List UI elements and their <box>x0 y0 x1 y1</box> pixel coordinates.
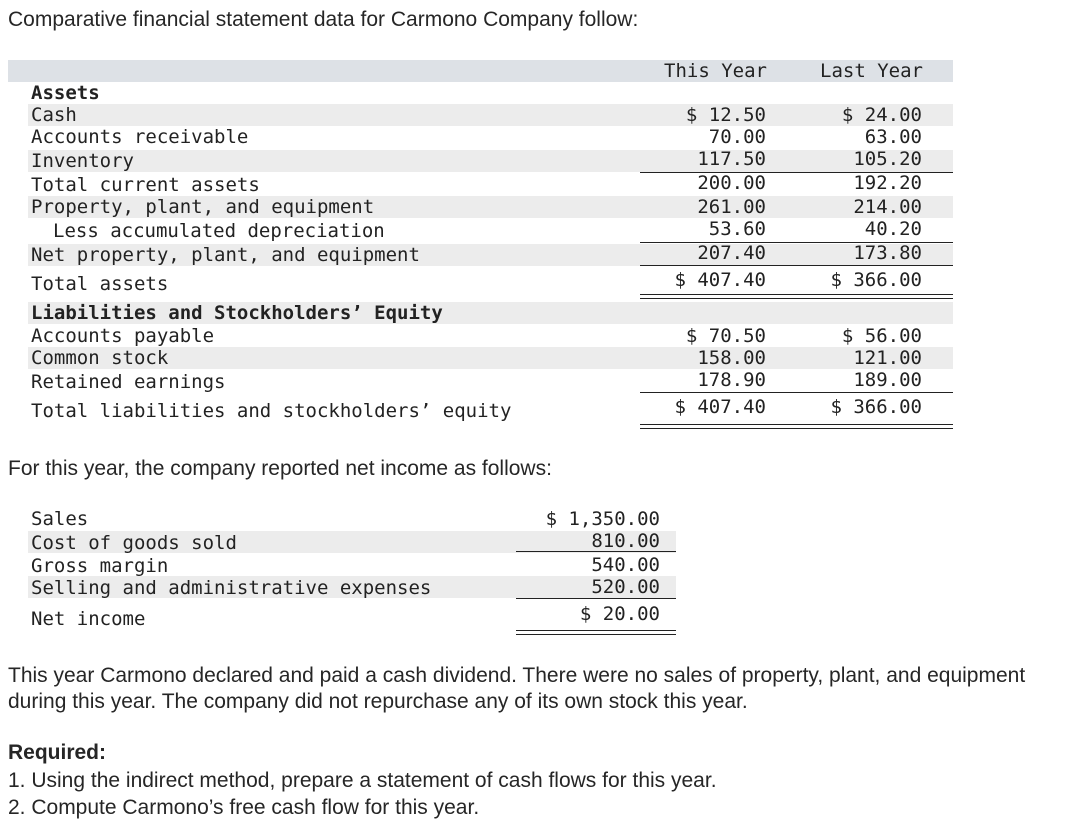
note-text: This year Carmono declared and paid a cash dividend. There were no sales of property, plant, and equipment during this year. The company did not repurchase any of its own stock this year. <box>8 664 1026 713</box>
subtotal-rule <box>640 242 798 243</box>
ar-ty: 70.00 <box>708 126 766 148</box>
inventory-ly: 105.20 <box>853 148 922 170</box>
cogs-value: 810.00 <box>591 530 660 552</box>
ar-ly: 63.00 <box>864 126 922 148</box>
liab-heading: Liabilities and Stockholders’ Equity <box>31 302 443 324</box>
intro-text: Comparative financial statement data for Carmono Company follow: <box>8 8 639 31</box>
inventory-ty: 117.50 <box>697 148 766 170</box>
required-item-2: 2. Compute Carmono’s free cash flow for this year. <box>8 796 480 819</box>
subtotal-rule <box>640 392 798 393</box>
required-heading: Required: <box>8 741 107 764</box>
accdep-label: Less accumulated depreciation <box>53 220 385 242</box>
ni-value: $ 20.00 <box>579 603 660 625</box>
col-this-year-header: This Year <box>664 60 767 82</box>
col-last-year-header: Last Year <box>820 60 923 82</box>
cs-label: Common stock <box>31 347 169 369</box>
re-label: Retained earnings <box>31 371 226 393</box>
subtotal-rule <box>640 265 798 266</box>
ap-ty: $ 70.50 <box>685 325 766 347</box>
cs-ly: 121.00 <box>853 347 922 369</box>
accdep-ty: 53.60 <box>708 218 766 240</box>
income-intro-text: For this year, the company reported net income as follows: <box>8 457 552 480</box>
ta-label: Total assets <box>31 273 169 295</box>
ap-label: Accounts payable <box>31 325 215 347</box>
cs-ty: 158.00 <box>697 347 766 369</box>
gm-label: Gross margin <box>31 555 169 577</box>
tca-label: Total current assets <box>31 174 260 196</box>
ar-label: Accounts receivable <box>31 126 249 148</box>
sales-label: Sales <box>31 508 89 530</box>
inventory-label: Inventory <box>31 150 134 172</box>
total-double-rule <box>796 294 953 299</box>
total-double-rule <box>516 630 676 635</box>
tle-label: Total liabilities and stockholders’ equity <box>31 400 512 422</box>
ppe-ty: 261.00 <box>697 196 766 218</box>
subtotal-rule <box>516 598 676 599</box>
ppe-ly: 214.00 <box>853 196 922 218</box>
re-ly: 189.00 <box>853 369 922 391</box>
cash-label: Cash <box>31 104 77 126</box>
total-double-rule <box>796 424 953 429</box>
ta-ty: $ 407.40 <box>674 269 766 291</box>
netppe-ty: 207.40 <box>697 242 766 264</box>
ta-ly: $ 366.00 <box>830 269 922 291</box>
subtotal-rule <box>796 172 953 173</box>
subtotal-rule <box>640 172 798 173</box>
header-band <box>8 60 953 82</box>
ap-ly: $ 56.00 <box>841 325 922 347</box>
tle-ty: $ 407.40 <box>674 396 766 418</box>
netppe-label: Net property, plant, and equipment <box>31 244 420 266</box>
cogs-label: Cost of goods sold <box>31 532 237 554</box>
subtotal-rule <box>796 265 953 266</box>
sales-value: $ 1,350.00 <box>545 508 660 530</box>
re-ty: 178.90 <box>697 369 766 391</box>
assets-heading: Assets <box>31 82 100 104</box>
tle-ly: $ 366.00 <box>830 396 922 418</box>
accdep-ly: 40.20 <box>864 218 922 240</box>
cash-ly: $ 24.00 <box>841 104 922 126</box>
required-item-1: 1. Using the indirect method, prepare a statement of cash flows for this year. <box>8 769 717 792</box>
subtotal-rule <box>516 551 676 552</box>
tca-ly: 192.20 <box>853 172 922 194</box>
netppe-ly: 173.80 <box>853 242 922 264</box>
cash-ty: $ 12.50 <box>685 104 766 126</box>
tca-ty: 200.00 <box>697 172 766 194</box>
gm-value: 540.00 <box>591 554 660 576</box>
subtotal-rule <box>796 242 953 243</box>
total-double-rule <box>640 424 798 429</box>
ppe-label: Property, plant, and equipment <box>31 196 375 218</box>
total-double-rule <box>640 294 798 299</box>
subtotal-rule <box>796 392 953 393</box>
sga-label: Selling and administrative expenses <box>31 577 432 599</box>
ni-label: Net income <box>31 608 146 630</box>
sga-value: 520.00 <box>591 576 660 598</box>
